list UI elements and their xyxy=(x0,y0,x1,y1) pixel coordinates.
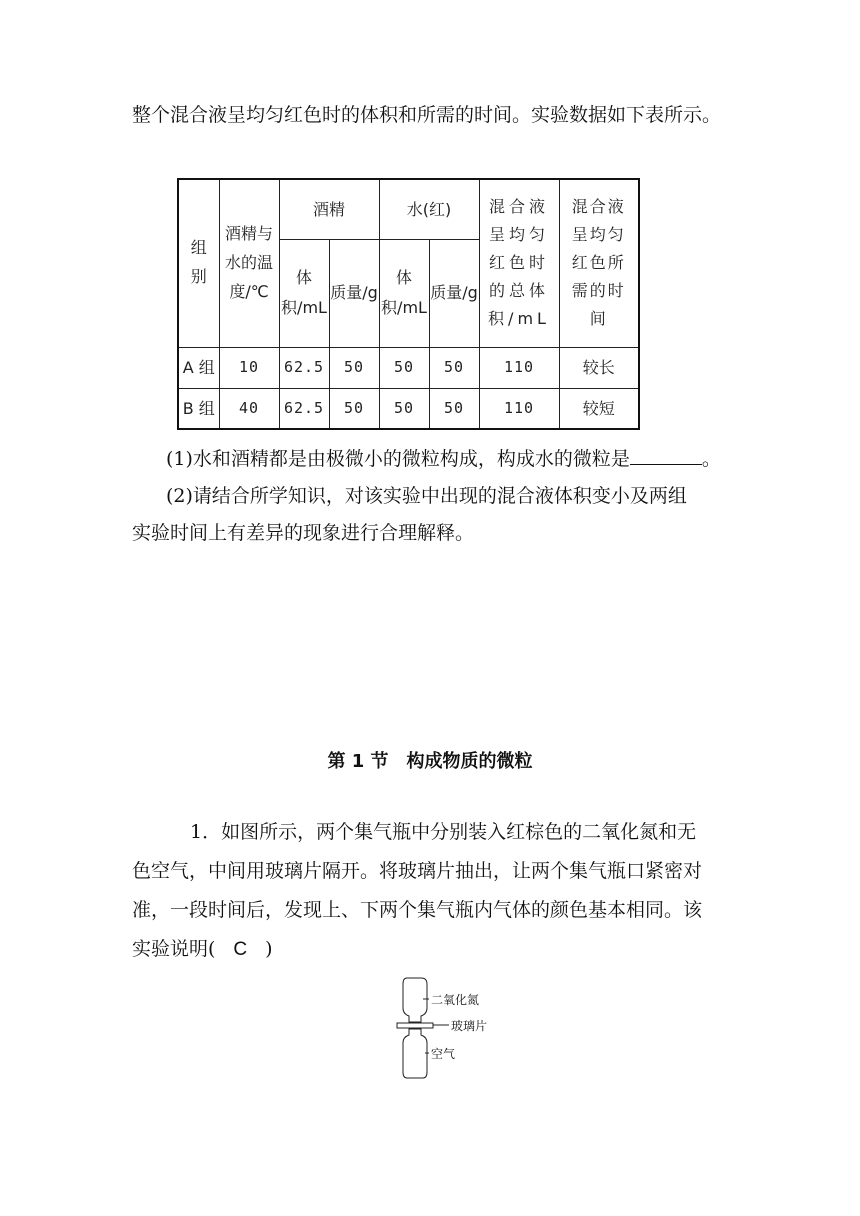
cell-time: 较短 xyxy=(559,388,639,429)
header-group: 组别 xyxy=(178,179,219,347)
header-water-mass: 质量/g xyxy=(429,239,479,347)
header-total-volume: 混合液呈均匀红色时的总体积/mL xyxy=(479,179,559,347)
upper-bottle xyxy=(403,978,427,1022)
label-air: 空气 xyxy=(431,1047,456,1061)
header-alcohol-mass: 质量/g xyxy=(329,239,379,347)
label-nitrogen-dioxide: 二氧化氮 xyxy=(431,993,480,1007)
question-2-line-2: 实验时间上有差异的现象进行合理解释。 xyxy=(132,522,475,544)
problem-1-line-2: 色空气，中间用玻璃片隔开。将玻璃片抽出，让两个集气瓶口紧密对 xyxy=(132,860,703,882)
problem-1-line-4-start: 实验说明( xyxy=(132,938,216,960)
question-1 xyxy=(166,447,721,469)
data-table xyxy=(177,178,640,430)
section-title: 第 1 节 构成物质的微粒 xyxy=(327,751,533,772)
header-alcohol: 酒精 xyxy=(279,179,379,239)
cell-water-volume: 50 xyxy=(379,388,429,429)
table-row xyxy=(178,388,639,429)
header-temp: 酒精与水的温度/℃ xyxy=(219,179,279,347)
problem-1-line-4-end: ) xyxy=(265,938,273,960)
header-alcohol-volume: 体积/mL xyxy=(279,239,329,347)
cell-water-volume: 50 xyxy=(379,347,429,388)
header-time: 混合液呈均匀红色所需的时间 xyxy=(559,179,639,347)
glass-plate xyxy=(397,1023,433,1028)
gas-bottles-diagram xyxy=(395,974,535,1084)
cell-temp: 10 xyxy=(219,347,279,388)
cell-temp: 40 xyxy=(219,388,279,429)
problem-1-line-1: 1．如图所示，两个集气瓶中分别装入红棕色的二氧化氮和无 xyxy=(190,821,697,843)
cell-group: B 组 xyxy=(178,388,219,429)
header-water-volume: 体积/mL xyxy=(379,239,429,347)
lower-bottle xyxy=(403,1029,427,1078)
label-glass-plate: 玻璃片 xyxy=(451,1019,488,1033)
answer-blank xyxy=(630,447,702,465)
cell-alcohol-mass: 50 xyxy=(329,347,379,388)
question-1-text: (1)水和酒精都是由极微小的微粒构成，构成水的微粒是 xyxy=(166,448,630,470)
intro-line: 整个混合液呈均匀红色时的体积和所需的时间。实验数据如下表所示。 xyxy=(132,104,722,126)
cell-water-mass: 50 xyxy=(429,388,479,429)
cell-alcohol-mass: 50 xyxy=(329,388,379,429)
cell-alcohol-volume: 62.5 xyxy=(279,388,329,429)
question-1-end: 。 xyxy=(701,448,721,470)
table-row xyxy=(178,347,639,388)
cell-alcohol-volume: 62.5 xyxy=(279,347,329,388)
cell-total-volume: 110 xyxy=(479,388,559,429)
cell-group: A 组 xyxy=(178,347,219,388)
cell-water-mass: 50 xyxy=(429,347,479,388)
cell-total-volume: 110 xyxy=(479,347,559,388)
problem-1-line-3: 准，一段时间后，发现上、下两个集气瓶内气体的颜色基本相同。该 xyxy=(132,899,703,921)
cell-time: 较长 xyxy=(559,347,639,388)
header-water: 水(红) xyxy=(379,179,479,239)
question-2-line-1: (2)请结合所学知识，对该实验中出现的混合液体积变小及两组 xyxy=(166,485,687,507)
problem-1-line-4 xyxy=(132,940,273,959)
answer-choice: C xyxy=(233,939,248,960)
